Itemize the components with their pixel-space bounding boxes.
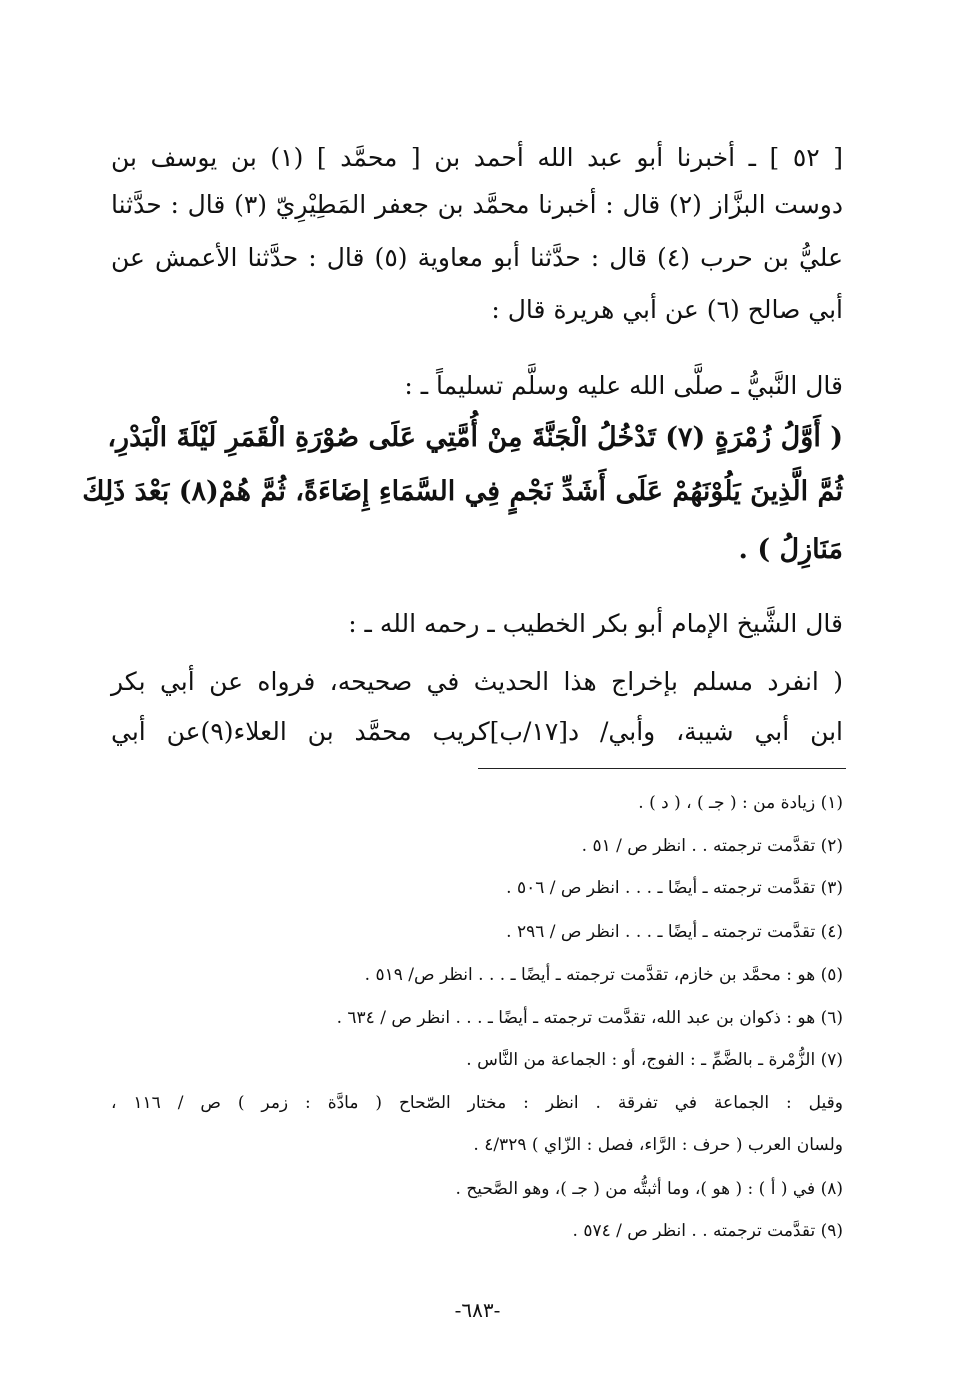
footnote-6: (٦) هو : ذكوان بن عبد الله، تقدَّمت ترجمته ـ أيضًا ـ . . . انظر ص / ٦٣٤ . — [336, 1008, 843, 1028]
footnote-7-continued: وقيل : الجماعة في تفرقة . انظر : مختار الصّحاح ( مادَّة : زمر ) ص / ١١٦ ، — [111, 1093, 844, 1113]
footnote-1: (١) زيادة من : ( جـ ) ، ( د ) . — [638, 793, 843, 813]
footnote-8: (٨) في ( أ ) : ( هو )، وما أثبتُّه من ( جـ )، وهو الصَّحيح . — [455, 1179, 843, 1199]
commentary-line-2: ابن أبي شيبة، وأبي/ د[١٧/ب]كريب محمَّد بن العلاء(٩)عن أبي — [111, 717, 843, 746]
sheikh-line: قال الشَّيخ الإمام أبو بكر الخطيب ـ رحمه الله ـ : — [348, 609, 843, 638]
body-line-1: [ ٥٢ ] ـ أخبرنا أبو عبد الله أحمد بن [ محمَّد ] (١) بن يوسف بن — [111, 143, 843, 172]
page-number: -٦٨٣- — [454, 1298, 501, 1322]
commentary-line-1: ( انفرد مسلم بإخراج هذا الحديث في صحيحه، فرواه عن أبي بكر — [111, 667, 843, 696]
hadith-line-2: ثُمَّ الَّذِينَ يَلُوْنَهُمْ عَلَى أَشَدِّ نَجْمٍ فِي السَّمَاءِ إِضَاءَةً، ثُمَّ هُمْ(٨) بَعْدَ ذَلِكَ — [82, 476, 843, 507]
footnote-4: (٤) تقدَّمت ترجمته ـ أيضًا ـ . . . انظر ص / ٢٩٦ . — [506, 922, 843, 942]
hadith-line-3: مَنَازِلُ ) . — [738, 534, 843, 565]
footnote-2: (٢) تقدَّمت ترجمته . . انظر ص / ٥١ . — [581, 836, 843, 856]
body-line-4: أبي صالح (٦) عن أبي هريرة قال : — [491, 295, 843, 324]
prophet-intro: قال النَّبيُّ ـ صلَّى الله عليه وسلَّم تسليماً ـ : — [404, 371, 843, 400]
body-line-3: عليُّ بن حرب (٤) قال : حدَّثنا أبو معاوية (٥) قال : حدَّثنا الأعمش عن — [111, 243, 843, 272]
footnote-7-source: ولسان العرب ( حرف : الرَّاء، فصل : الزّاي ) ٤/٣٢٩ . — [473, 1135, 843, 1155]
body-line-2: دوست البزَّاز (٢) قال : أخبرنا محمَّد بن جعفر المَطِيْرِيّ (٣) قال : حدَّثنا — [111, 190, 843, 219]
footnote-5: (٥) هو : محمَّد بن خازم، تقدَّمت ترجمته ـ أيضًا ـ . . . انظر ص/ ٥١٩ . — [364, 965, 843, 985]
footnote-7: (٧) الزُّمْرة ـ بالضَّمِّ ـ : الفوج، أو : الجماعة من النَّاس . — [466, 1050, 843, 1070]
footnote-3: (٣) تقدَّمت ترجمته ـ أيضًا ـ . . . انظر ص / ٥٠٦ . — [506, 878, 843, 898]
footnote-9: (٩) تقدَّمت ترجمته . . انظر ص / ٥٧٤ . — [572, 1221, 843, 1241]
footnote-separator — [478, 768, 846, 769]
hadith-line-1: ( أَوَّلُ زُمْرَةٍ (٧) تَدْخُلُ الْجَنَّةَ مِنْ أُمَّتِي عَلَى صُوْرَةِ الْقَمَرِ لَيْلَةَ الْبَدْرِ، — [107, 422, 843, 453]
